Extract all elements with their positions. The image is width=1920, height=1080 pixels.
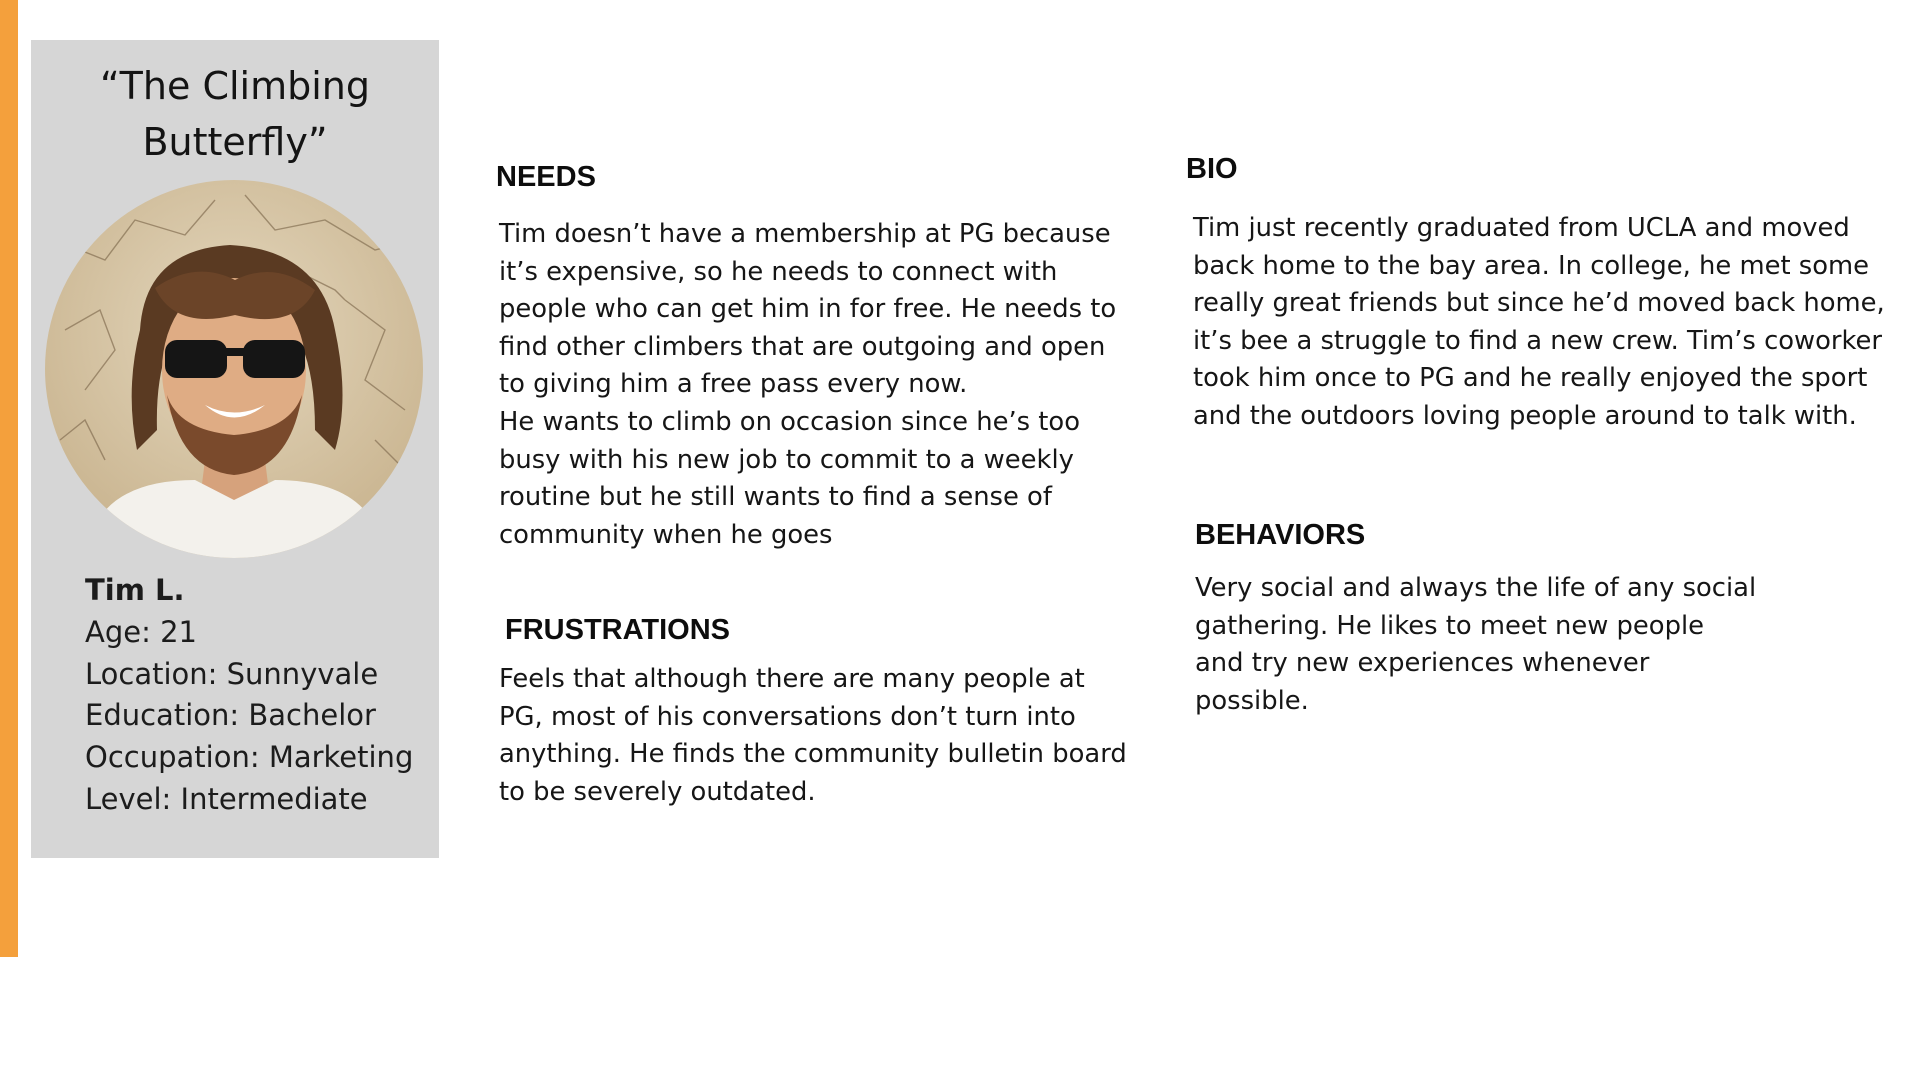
needs-line: people who can get him in for free. He needs to [499, 294, 1117, 325]
behaviors-line: gathering. He likes to meet new people [1195, 610, 1704, 641]
bio-line: Tim just recently graduated from UCLA and moved [1193, 213, 1850, 243]
bio-line: and the outdoors loving people around to talk with. [1193, 400, 1857, 431]
frustrations-line: Feels that although there are many people at [499, 664, 1085, 694]
needs-line: busy with his new job to commit to a weekly [499, 444, 1074, 475]
frustrations-line: to be severely outdated. [499, 776, 816, 807]
needs-line: to giving him a free pass every now. [499, 369, 968, 400]
persona-location: Location: Sunnyvale [85, 656, 379, 691]
persona-details [85, 570, 413, 821]
needs-line: find other climbers that are outgoing and open [499, 331, 1106, 362]
persona-education: Education: Bachelor [85, 698, 376, 733]
behaviors-line: possible. [1195, 685, 1309, 716]
avatar-photo-icon [45, 180, 423, 558]
needs-heading: NEEDS [496, 161, 596, 193]
persona-age: Age: 21 [85, 614, 197, 649]
persona-occupation: Occupation: Marketing [85, 740, 414, 775]
frustrations-line: anything. He finds the community bulletin board [499, 739, 1127, 770]
bio-line: back home to the bay area. In college, he met some [1193, 250, 1869, 281]
frustrations-text [499, 661, 1127, 811]
persona-name: Tim L. [85, 573, 185, 607]
bio-heading: BIO [1186, 153, 1238, 185]
frustrations-line: PG, most of his conversations don’t turn into [499, 701, 1076, 732]
accent-bar [0, 0, 18, 957]
needs-line: He wants to climb on occasion since he’s too [499, 406, 1080, 437]
persona-level: Level: Intermediate [85, 781, 368, 816]
needs-line: community when he goes [499, 519, 833, 550]
bio-line: it’s bee a struggle to find a new crew. Tim’s coworker [1193, 325, 1883, 356]
frustrations-heading: FRUSTRATIONS [505, 614, 731, 646]
persona-quote: “The Climbing Butterfly” [100, 64, 370, 164]
bio-text [1193, 210, 1885, 436]
behaviors-line: Very social and always the life of any social [1195, 573, 1757, 603]
behaviors-text [1195, 570, 1756, 720]
persona-card [31, 40, 439, 858]
bio-line: really great friends but since he’d moved back home, [1193, 288, 1885, 319]
needs-line: Tim doesn’t have a membership at PG because [499, 219, 1111, 249]
behaviors-heading: BEHAVIORS [1195, 519, 1366, 551]
avatar [45, 180, 423, 558]
needs-line: it’s expensive, so he needs to connect with [499, 256, 1058, 287]
needs-line: routine but he still wants to find a sense of [499, 482, 1052, 513]
needs-text [499, 216, 1116, 554]
behaviors-line: and try new experiences whenever [1195, 648, 1650, 679]
bio-line: took him once to PG and he really enjoyed the sport [1193, 363, 1868, 394]
